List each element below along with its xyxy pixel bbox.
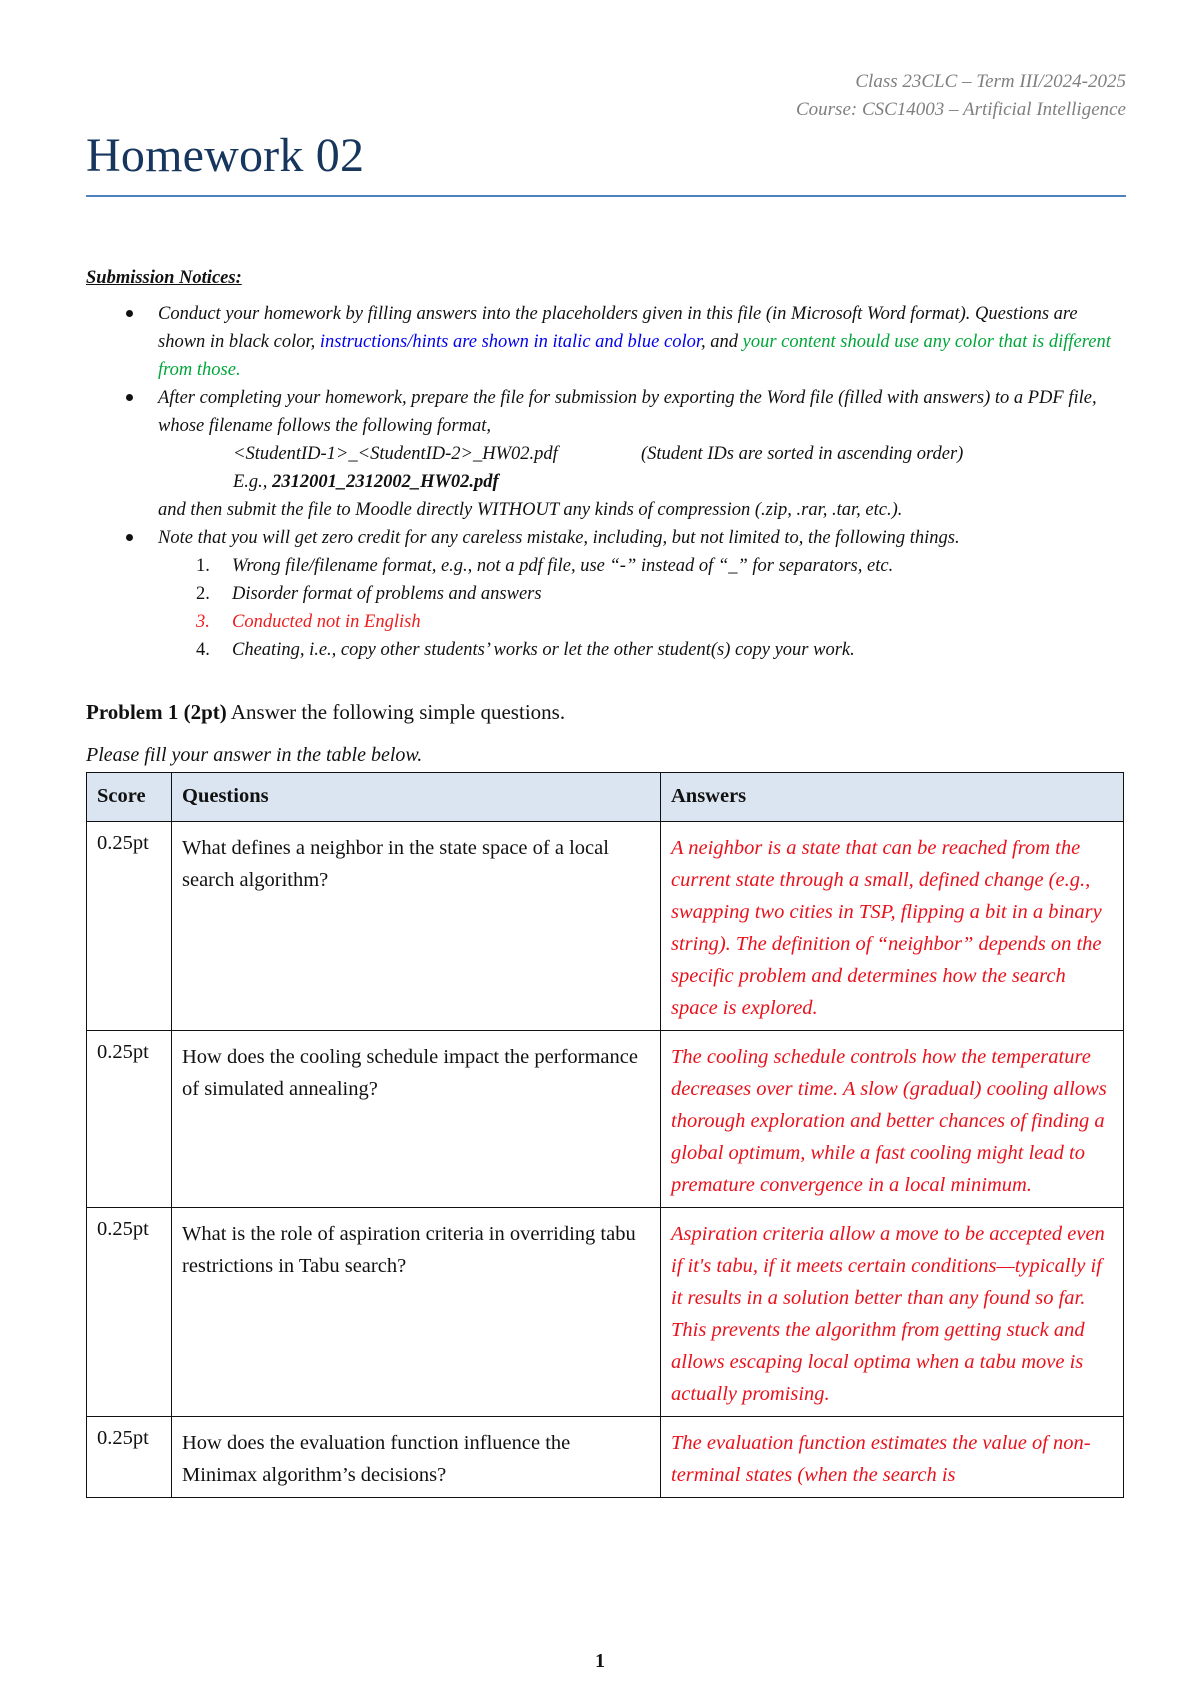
notice-bullet-2: After completing your homework, prepare the file for submission by exporting the Word file (filled with answers) to a PDF file, whose filename follows the following format, <StudentID-1>_<StudentID-2>_HW02.pdf (Student IDs are sorted in ascending order) E.g., 2312001_2312002_HW02.pdf and then submit the file to Moodle directly WITHOUT any kinds of compression (.zip, .rar, .tar, etc.). xyxy=(86,384,1126,524)
bullet-icon xyxy=(126,310,133,317)
table-header-row xyxy=(87,773,1124,822)
score-cell: 0.25pt xyxy=(87,1208,172,1417)
answer-cell[interactable]: A neighbor is a state that can be reached from the current state through a small, defined change (e.g., swapping two cities in TSP, flipping a bit in a binary string). The definition of “neighbor” depends on the specific problem and determines how the search space is explored. xyxy=(661,822,1124,1031)
bullet-icon xyxy=(126,394,133,401)
table-row xyxy=(87,1208,1124,1417)
list-item: 1. Wrong file/filename format, e.g., not a pdf file, use “-” instead of “_” for separators, etc. xyxy=(196,556,894,576)
question-cell: What defines a neighbor in the state space of a local search algorithm? xyxy=(172,822,661,1031)
score-cell: 0.25pt xyxy=(87,822,172,1031)
notices-heading: Submission Notices: xyxy=(86,268,242,288)
table-row xyxy=(87,1417,1124,1498)
question-cell: What is the role of aspiration criteria in overriding tabu restrictions in Tabu search? xyxy=(172,1208,661,1417)
blue-hint-text: instructions/hints are shown in italic and blue color xyxy=(319,332,702,352)
answer-cell[interactable]: The cooling schedule controls how the temperature decreases over time. A slow (gradual) cooling allows thorough exploration and better chances of finding a global optimum, while a fast cooling might lead to premature convergence in a local minimum. xyxy=(661,1031,1124,1208)
list-item: 4. Cheating, i.e., copy other students’ works or let the other student(s) copy your work. xyxy=(196,640,855,660)
document-title: Homework 02 xyxy=(86,129,365,182)
table-row xyxy=(87,822,1124,1031)
qa-table xyxy=(86,772,1124,1498)
notice-bullet-3: Note that you will get zero credit for any careless mistake, including, but not limited to, the following things. xyxy=(86,524,1126,552)
page-number: 1 xyxy=(595,1650,605,1672)
notice-bullet-1: Conduct your homework by filling answers into the placeholders given in this file (in Microsoft Word format). Questions are shown in black color, instructions/hints are shown in italic and blue color, and your content should use any color that is different from those. xyxy=(86,300,1126,384)
bullet-icon xyxy=(126,534,133,541)
table-row xyxy=(87,1031,1124,1208)
list-item: 2. Disorder format of problems and answers xyxy=(196,584,542,604)
col-header-questions: Questions xyxy=(172,773,661,822)
class-line: Class 23CLC – Term III/2024-2025 xyxy=(855,71,1126,92)
course-line: Course: CSC14003 – Artificial Intelligence xyxy=(795,99,1126,120)
score-cell: 0.25pt xyxy=(87,1417,172,1498)
answer-cell[interactable]: Aspiration criteria allow a move to be accepted even if it's tabu, if it meets certain conditions—typically if it results in a solution better than any found so far. This prevents the algorithm from getting stuck and allows escaping local optima when a tabu move is actually promising. xyxy=(661,1208,1124,1417)
col-header-score: Score xyxy=(87,773,172,822)
problem-1-label: Problem 1 (2pt) xyxy=(86,700,227,724)
question-cell: How does the evaluation function influence the Minimax algorithm’s decisions? xyxy=(172,1417,661,1498)
page-header xyxy=(796,68,1126,124)
problem-1-heading: Problem 1 (2pt) Answer the following simple questions. xyxy=(86,700,566,724)
col-header-answers: Answers xyxy=(661,773,1124,822)
title-divider xyxy=(86,195,1126,197)
submit-instruction: and then submit the file to Moodle directly WITHOUT any kinds of compression (.zip, .rar, .tar, etc.). xyxy=(158,500,903,520)
list-item: 3. Conducted not in English xyxy=(196,612,421,632)
filename-example: 2312001_2312002_HW02.pdf xyxy=(272,472,499,492)
green-hint-text: your content should use any color that is different from those. xyxy=(158,332,1111,380)
answer-cell[interactable]: The evaluation function estimates the value of non-terminal states (when the search is xyxy=(661,1417,1124,1498)
mistake-list xyxy=(86,552,1126,664)
question-cell: How does the cooling schedule impact the performance of simulated annealing? xyxy=(172,1031,661,1208)
submission-notices xyxy=(86,264,1126,664)
filename-format-line: <StudentID-1>_<StudentID-2>_HW02.pdf (Student IDs are sorted in ascending order) xyxy=(233,444,964,464)
score-cell: 0.25pt xyxy=(87,1031,172,1208)
problem-1-hint: Please fill your answer in the table below. xyxy=(86,744,423,766)
filename-example-line: E.g., 2312001_2312002_HW02.pdf xyxy=(233,472,499,492)
